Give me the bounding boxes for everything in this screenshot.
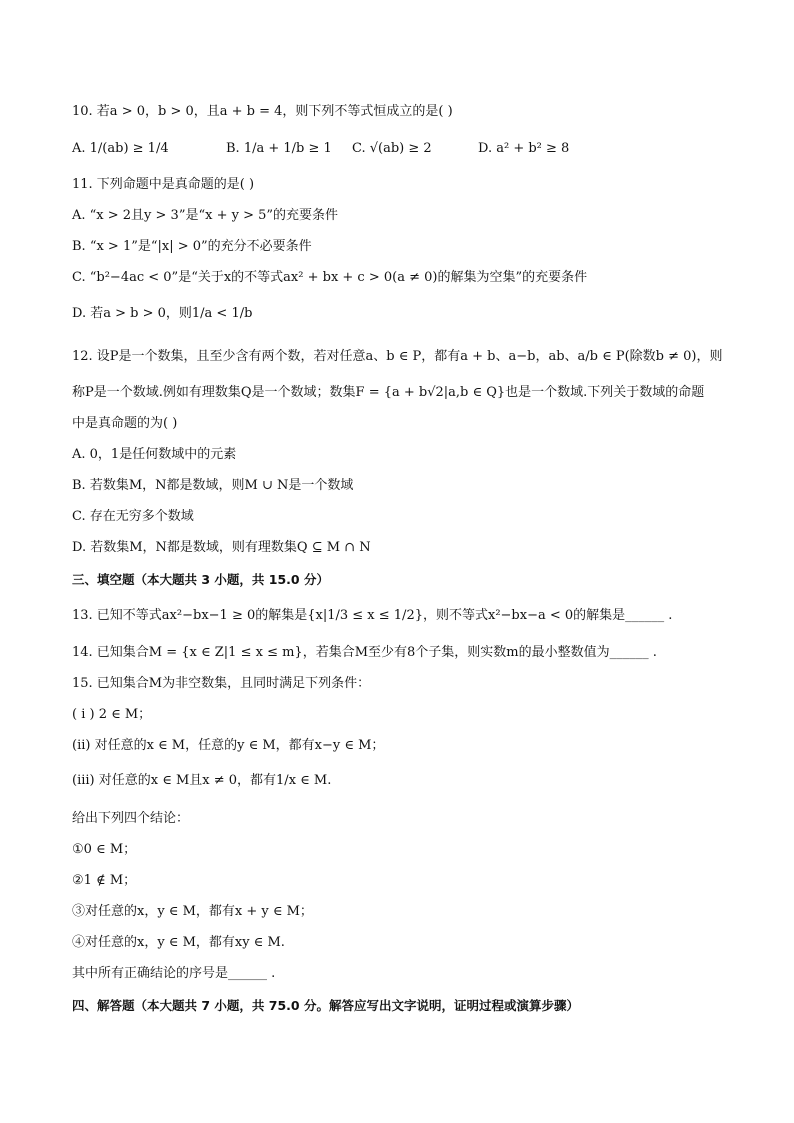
q10-option-c: C. √(ab) ≥ 2 (352, 141, 432, 156)
question-14: 14. 已知集合M = {x ∈ Z|1 ≤ x ≤ m}，若集合M至少有8个子集，则实数m的最小整数值为______ . (72, 645, 657, 660)
q10-option-a: A. 1/(ab) ≥ 1/4 (72, 141, 169, 156)
q15-ask: 其中所有正确结论的序号是______ . (72, 966, 276, 981)
q15-intro: 给出下列四个结论： (72, 811, 190, 826)
q11-option-d: D. 若a > b > 0，则1/a < 1/b (72, 306, 253, 321)
q15-condition-ii: (ii) 对任意的x ∈ M，任意的y ∈ M，都有x−y ∈ M； (72, 738, 385, 753)
q11-option-c: C. “b²−4ac < 0”是“关于x的不等式ax² + bx + c > 0(a ≠ 0)的解集为空集”的充要条件 (72, 270, 588, 285)
q15-conclusion-2: ②1 ∉ M； (72, 873, 137, 888)
q15-conclusion-4: ④对任意的x，y ∈ M，都有xy ∈ M. (72, 935, 285, 950)
section-heading-solutions: 四、解答题（本大题共 7 小题，共 75.0 分。解答应写出文字说明，证明过程或演算步骤） (72, 998, 579, 1013)
q12-option-d: D. 若数集M，N都是数域，则有理数集Q ⊆ M ∩ N (72, 540, 371, 555)
q11-option-a: A. “x > 2且y > 3”是“x + y > 5”的充要条件 (72, 208, 339, 223)
section-heading-fill-blank: 三、填空题（本大题共 3 小题，共 15.0 分） (72, 572, 329, 587)
q15-stem: 15. 已知集合M为非空数集，且同时满足下列条件： (72, 676, 371, 691)
q15-condition-iii: (iii) 对任意的x ∈ M且x ≠ 0，都有1/x ∈ M. (72, 773, 332, 788)
q10-stem: 10. 若a > 0，b > 0，且a + b = 4，则下列不等式恒成立的是( ) (72, 104, 453, 119)
q10-option-b: B. 1/a + 1/b ≥ 1 (226, 141, 332, 156)
q15-conclusion-3: ③对任意的x，y ∈ M，都有x + y ∈ M； (72, 904, 313, 919)
q12-stem-line-1: 12. 设P是一个数集，且至少含有两个数，若对任意a、b ∈ P，都有a + b、a−b，ab、a/b ∈ P(除数b ≠ 0)，则 (72, 349, 723, 364)
q10-option-d: D. a² + b² ≥ 8 (478, 141, 570, 156)
q12-stem-line-3: 中是真命题的为( ) (72, 416, 178, 431)
q11-stem: 11. 下列命题中是真命题的是( ) (72, 177, 255, 192)
q11-option-b: B. “x > 1”是“|x| > 0”的充分不必要条件 (72, 239, 312, 254)
q12-option-c: C. 存在无穷多个数域 (72, 509, 194, 524)
q12-stem-line-2: 称P是一个数域.例如有理数集Q是一个数域；数集F = {a + b√2|a,b ∈ Q}也是一个数域.下列关于数域的命题 (72, 385, 705, 400)
question-13: 13. 已知不等式ax²−bx−1 ≥ 0的解集是{x|1/3 ≤ x ≤ 1/2}，则不等式x²−bx−a < 0的解集是______ . (72, 608, 673, 623)
q12-option-a: A. 0，1是任何数域中的元素 (72, 447, 237, 462)
q12-option-b: B. 若数集M，N都是数域，则M ∪ N是一个数域 (72, 478, 354, 493)
q15-condition-i: ( i ) 2 ∈ M； (72, 707, 152, 722)
q15-conclusion-1: ①0 ∈ M； (72, 842, 137, 857)
